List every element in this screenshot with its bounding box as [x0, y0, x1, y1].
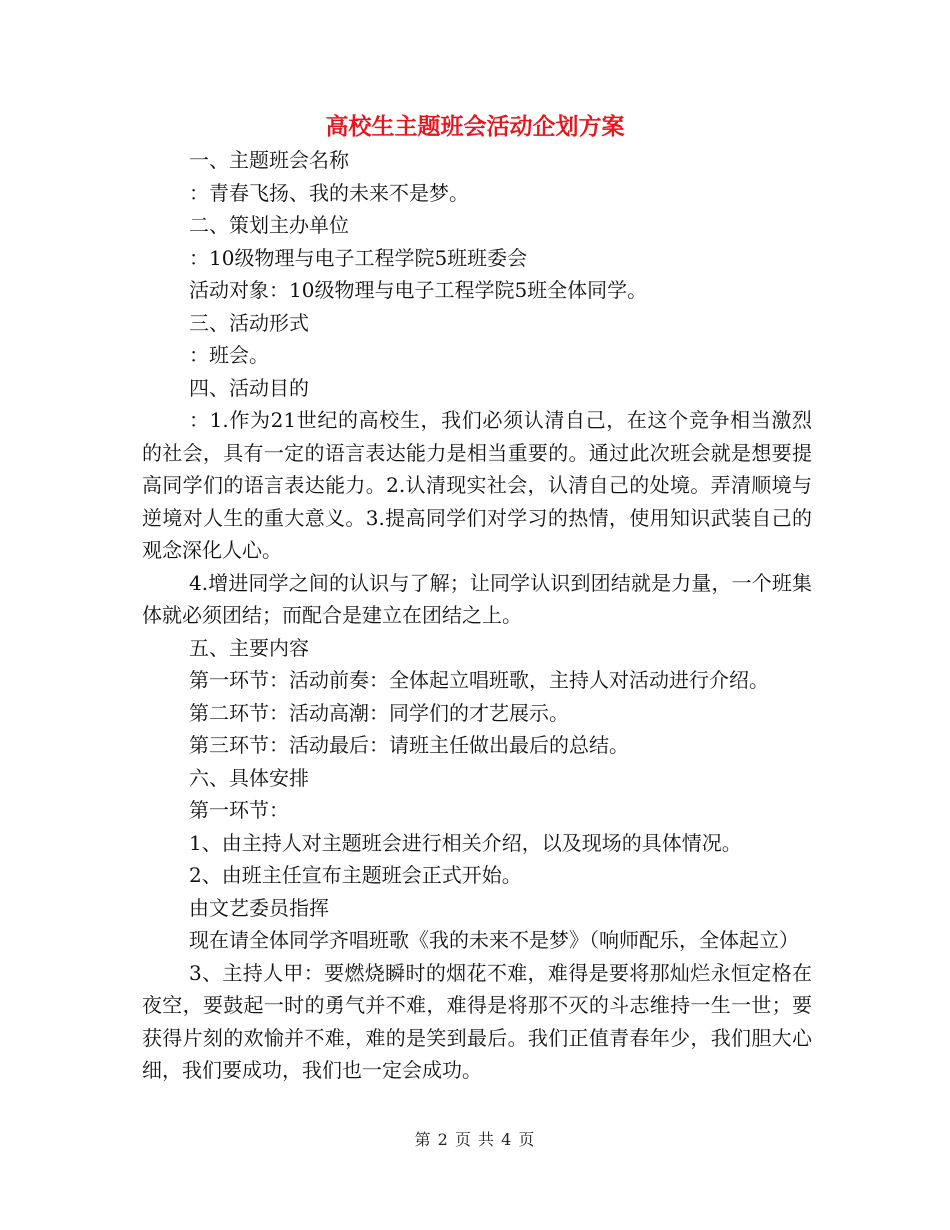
paragraph-organizer: ：10级物理与电子工程学院5班班委会	[189, 245, 528, 270]
paragraph-stage-3: 第三环节：活动最后：请班主任做出最后的总结。	[189, 733, 629, 757]
paragraph-host-speech: 3、主持人甲：要燃烧瞬时的烟花不难，难得是要将那灿烂永恒定格在夜空，要鼓起一时的勇气并不难，难得是将那不灭的斗志维持一生一世；要获得片刻的欢愉并不难，难的是笑到最后。我们正值青春年少，我们胆大心细，我们要成功，我们也一定会成功。	[142, 960, 812, 1082]
paragraph-conductor: 由文艺委员指挥	[189, 895, 329, 920]
heading-theme-name: 一、主题班会名称	[189, 148, 349, 172]
paragraph-stage-2: 第二环节：活动高潮：同学们的才艺展示。	[189, 700, 569, 725]
paragraph-first-stage: 第一环节：	[189, 798, 289, 822]
paragraph-stage-1: 第一环节：活动前奏：全体起立唱班歌，主持人对活动进行介绍。	[189, 668, 769, 692]
paragraph-format: ：班会。	[189, 343, 269, 367]
page-footer: 第 2 页 共 4 页	[414, 1130, 536, 1149]
paragraph-theme-name: ：青春飞扬、我的未来不是梦。	[189, 180, 469, 205]
paragraph-purpose-2: 4.增进同学之间的认识与了解；让同学认识到团结就是力量，一个班集体就必须团结；而配合是建立在团结之上。	[142, 570, 812, 627]
document-body	[142, 144, 812, 1087]
paragraph-purpose-1: ：1.作为21世纪的高校生，我们必须认清自己，在这个竞争相当激烈的社会，具有一定的语言表达能力是相当重要的。通过此次班会就是想要提高同学们的语言表达能力。2.认清现实社会，认清自己的处境。弄清顺境与逆境对人生的重大意义。3.提高同学们对学习的热情，使用知识武装自己的观念深化人心。	[142, 408, 812, 562]
heading-purpose: 四、活动目的	[189, 375, 309, 400]
document-title: 高校生主题班会活动企划方案	[325, 113, 625, 140]
paragraph-step-2: 2、由班主任宣布主题班会正式开始。	[189, 863, 522, 887]
paragraph-class-song: 现在请全体同学齐唱班歌《我的未来不是梦》（响师配乐，全体起立）	[189, 928, 799, 952]
heading-format: 三、活动形式	[189, 310, 309, 335]
paragraph-step-1: 1、由主持人对主题班会进行相关介绍，以及现场的具体情况。	[189, 830, 742, 855]
heading-organizer: 二、策划主办单位	[189, 213, 349, 237]
heading-arrangement: 六、具体安排	[189, 765, 309, 790]
heading-content: 五、主要内容	[189, 635, 309, 660]
paragraph-audience: 活动对象：10级物理与电子工程学院5班全体同学。	[189, 278, 648, 302]
